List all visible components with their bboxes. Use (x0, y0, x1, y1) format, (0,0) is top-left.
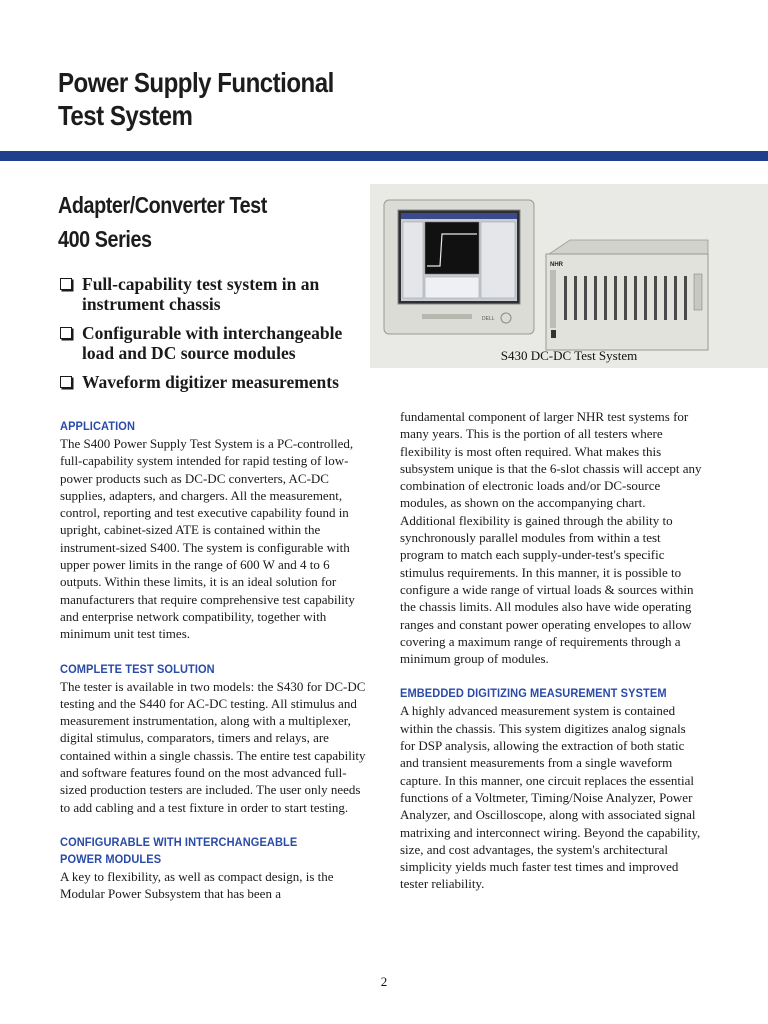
monitor-brand: DELL (482, 316, 495, 322)
continued-text: fundamental component of larger NHR test systems for many years. This is the portion of all testers where flexibility is most often required. What makes this subsystem unique is that the 6-slot chassis will accept any combination of electronic loads and/or DC-source modules, as shown on the accompanying chart. Additional flexibility is gained through the ability to synchronously parallel modules from within a test program to match each supply-under-test's specific stimulus requirements. In this manner, it is possible to configure a wide range of virtual loads & sources within the chassis limits. All modules also have wide operating ranges and constant power operating envelopes to allow covering a maximum range of requirements through a minimum group of modules. (400, 409, 702, 667)
software-right-panel (481, 222, 515, 298)
configurable-modules-heading: CONFIGURABLE WITH INTERCHANGEABLE POWER MODULES (60, 834, 298, 866)
embedded-system-text: A highly advanced measurement system is contained within the chassis. This system digitizes analog signals for DSP analysis, allowing the extraction of both static and transient measurements from a single waveform capture. In this manner, one circuit replaces the essential functions of a Voltmeter, Timing/Noise Analyzer, Power Analyzer, and Oscilloscope, along with associated signal matrixing and interconnect wiring. Beyond the capability, size, and cost advantages, the system's architectural simplicity yields much faster test times and improved tester reliability. (400, 703, 701, 892)
header-rule (0, 151, 768, 161)
page-title (58, 66, 419, 132)
page-title-line-2: Test System (58, 100, 193, 131)
software-data-panel (425, 277, 479, 298)
monitor-buttons (422, 314, 472, 319)
left-column (60, 418, 366, 921)
feature-text: Configurable with interchangeable load and DC source modules (82, 323, 343, 363)
test-system-illustration (370, 184, 768, 368)
software-left-panel (403, 222, 423, 298)
chassis-power-switch-icon (551, 330, 556, 338)
checkbox-bullet-icon (60, 327, 72, 339)
feature-list (60, 274, 360, 401)
chassis-rail (550, 270, 556, 328)
page-number: 2 (380, 974, 388, 989)
software-titlebar (401, 213, 517, 219)
chassis-brand: NHR (550, 262, 563, 268)
right-column (400, 408, 702, 911)
checkbox-bullet-icon (60, 376, 72, 388)
configurable-modules-text: A key to flexibility, as well as compact design, is the Modular Power Subsystem that has been a (60, 868, 334, 902)
feature-item (60, 274, 360, 314)
photo-caption: S430 DC-DC Test System (500, 348, 638, 363)
product-subtitle (58, 188, 267, 256)
chassis-connector (694, 274, 702, 310)
page-title-line-1: Power Supply Functional (58, 67, 334, 98)
feature-text: Waveform digitizer measurements (82, 372, 339, 392)
complete-solution-text: The tester is available in two models: the S430 for DC-DC testing and the S440 for AC-DC testing. All stimulus and measurement instrumentation, along with a multiplexer, digital stimulus, comparators, timers and relays, are contained within a single chassis. The entire test capability and software features found on the most advanced full-sized production testers are included. The user only needs to add cabling and a test fixture in order to start testing. (60, 678, 366, 815)
product-photo (370, 184, 768, 368)
application-text: The S400 Power Supply Test System is a PC-controlled, full-capability system intended for rapid testing of low-power products such as DC-DC converters, AC-DC supplies, adapters, and chargers. All the measurement, control, reporting and test executive capability found in upright, cabinet-sized ATE is contained within the instrument-sized S400. The system is configurable with upper power limits in the range of 600 W and 4 to 6 outputs. Within these limits, it is an ideal solution for manufacturers that require comprehensive test capability and enterprise network compatibility, together with minimum unit test times. (60, 436, 355, 642)
feature-text: Full-capability test system in an instrument chassis (82, 274, 320, 314)
application-heading: APPLICATION (60, 419, 136, 433)
feature-item (60, 372, 360, 392)
product-subtitle-line-1: Adapter/Converter Test (58, 192, 267, 218)
complete-solution-heading: COMPLETE TEST SOLUTION (60, 661, 215, 676)
checkbox-bullet-icon (60, 278, 72, 290)
embedded-system-heading: EMBEDDED DIGITIZING MEASUREMENT SYSTEM (400, 686, 667, 701)
product-subtitle-line-2: 400 Series (58, 226, 152, 252)
feature-item (60, 323, 360, 363)
